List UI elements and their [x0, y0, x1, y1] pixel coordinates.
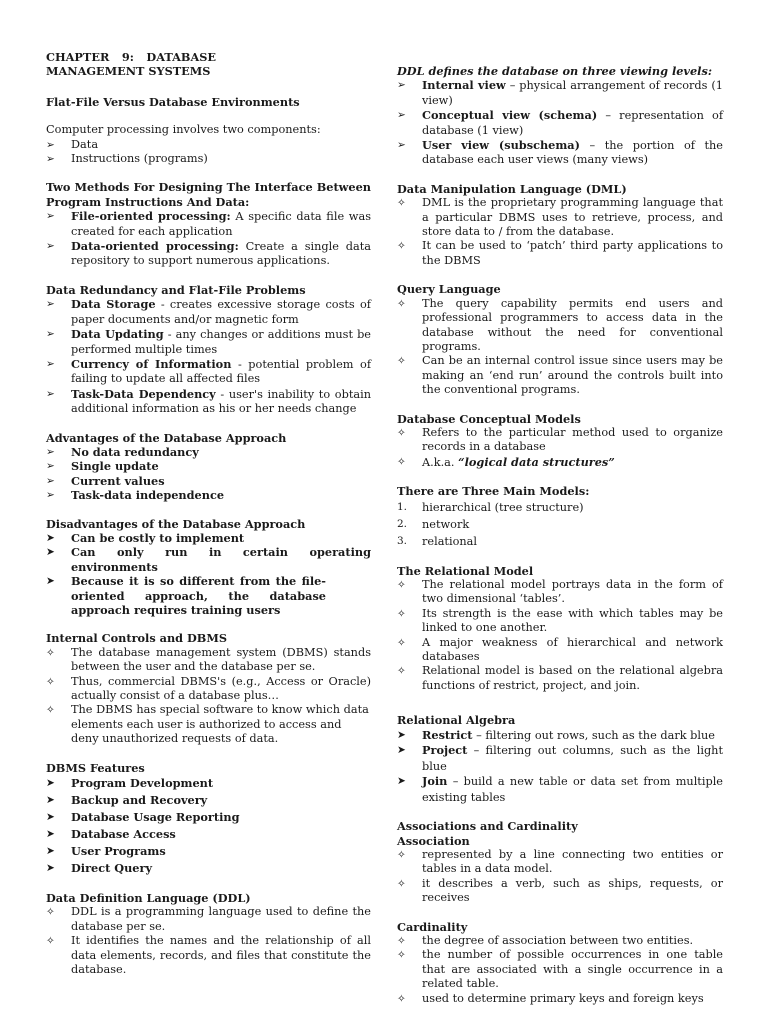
list-item: ➤ Restrict – filtering out rows, such as the dark blue [397, 727, 715, 742]
arrow-bullet-icon: ➢ [46, 474, 55, 487]
list-item: ➤ Direct Query [46, 861, 153, 876]
chapter-title: CHAPTER 9: DATABASE MANAGEMENT SYSTEMS [46, 50, 216, 79]
right-column [397, 64, 723, 1020]
arrow-bullet-icon: ➢ [46, 357, 55, 370]
disadvantages-heading: Disadvantages of the Database Approach [46, 516, 306, 531]
list-item: ➢ Task-Data Dependency - user's inability to obtain additional information as his or her needs change [46, 386, 371, 416]
dbms-features-heading: DBMS Features [46, 760, 145, 775]
list-item: ➤ Can be costly to implement [46, 530, 245, 545]
internal-controls-heading: Internal Controls and DBMS [46, 631, 228, 646]
arrow-bullet-icon: ➢ [46, 387, 55, 400]
ddl-section [46, 891, 371, 977]
list-item: ➢ Internal view – physical arrangement of records (1 view) [397, 78, 723, 107]
ddl-levels-section [397, 64, 723, 168]
advantages-heading: Advantages of the Database Approach [46, 430, 287, 445]
disadvantages-section [46, 517, 371, 618]
diamond-bullet-icon: ✧ [46, 646, 55, 659]
list-item: ✧ The database management system (DBMS) stands between the user and the database per se. [46, 645, 371, 674]
list-item: ✧ The DBMS has special software to know which data elements each user is authorized to access and deny unauthorized requests of data. [46, 703, 369, 746]
diamond-bullet-icon: ✧ [397, 877, 406, 890]
list-item: ✧ The relational model portrays data in the form of two dimensional ‘tables’. [397, 577, 723, 606]
list-item: ➤ Can only run in certain operating environments [46, 545, 371, 574]
list-item: ✧ Can be an internal control issue since users may be making an ‘end run’ around the controls built into the conventional programs. [397, 354, 723, 397]
arrow-bullet-icon: ➢ [397, 79, 406, 92]
dml-heading: Data Manipulation Language (DML) [397, 181, 627, 196]
arrowhead-bullet-icon: ➤ [397, 775, 406, 788]
relational-algebra-heading: Relational Algebra [397, 713, 516, 728]
query-language-heading: Query Language [397, 282, 501, 297]
two-methods-heading: Two Methods For Designing The Interface Between Program Instructions And Data: [46, 180, 371, 209]
dbms-features-section [46, 761, 371, 877]
list-item: ➢ Current values [46, 473, 165, 488]
diamond-bullet-icon: ✧ [46, 935, 55, 948]
arrow-bullet-icon: ➢ [46, 298, 55, 311]
diamond-bullet-icon: ✧ [397, 426, 406, 439]
diamond-bullet-icon: ✧ [397, 665, 406, 678]
list-item: ➢ Single update [46, 459, 159, 474]
cardinality-heading: Cardinality [397, 919, 468, 934]
list-item: ✧ the degree of association between two entities. [397, 933, 694, 947]
diamond-bullet-icon: ✧ [397, 240, 406, 253]
relational-model-heading: The Relational Model [397, 563, 534, 578]
list-item: ➤ Program Development [46, 776, 214, 791]
arrowhead-bullet-icon: ➤ [46, 575, 55, 588]
arrowhead-bullet-icon: ➤ [46, 862, 55, 875]
arrow-bullet-icon: ➢ [46, 460, 55, 473]
list-item: ✧ used to determine primary keys and foreign keys [397, 991, 704, 1005]
components-intro: Computer processing involves two components: [46, 123, 321, 137]
list-item: ➢ Data Updating - any changes or additions must be performed multiple times [46, 327, 371, 356]
associations-heading: Associations and Cardinality [397, 819, 578, 834]
list-item: ✧ the number of possible occurrences in one table that are associated with a single occurrence in a related table. [397, 948, 723, 991]
arrow-bullet-icon: ➢ [46, 328, 55, 341]
two-methods-section [46, 180, 371, 268]
diamond-bullet-icon: ✧ [397, 607, 406, 620]
arrow-bullet-icon: ➢ [46, 210, 55, 223]
list-item: 1. hierarchical (tree structure) [397, 500, 584, 514]
dml-section [397, 182, 723, 268]
list-item: ➢ Currency of Information - potential problem of failing to update all affected files [46, 356, 371, 386]
list-item: 3. relational [397, 534, 478, 548]
list-item: ➤ Project – filtering out columns, such as the light blue [397, 743, 723, 773]
redundancy-heading: Data Redundancy and Flat-File Problems [46, 282, 306, 297]
list-item: ➤ Backup and Recovery [46, 793, 208, 808]
list-item: ➢ No data redundancy [46, 444, 199, 459]
diamond-bullet-icon: ✧ [397, 197, 406, 210]
arrowhead-bullet-icon: ➤ [46, 531, 55, 544]
arrow-bullet-icon: ➢ [46, 240, 55, 253]
diamond-bullet-icon: ✧ [46, 704, 55, 717]
list-item: ➤ Database Usage Reporting [46, 810, 240, 825]
list-item: ✧ Its strength is the ease with which tables may be linked to one another. [397, 606, 723, 635]
three-models-heading: There are Three Main Models: [397, 484, 590, 499]
list-item: ✧ It can be used to ‘patch’ third party applications to the DBMS [397, 239, 723, 267]
associations-section [397, 819, 723, 905]
arrow-bullet-icon: ➢ [397, 139, 406, 152]
left-column [46, 50, 371, 992]
association-subheading: Association [397, 833, 470, 848]
list-item: ➢ File-oriented processing: A specific data file was created for each application [46, 209, 371, 238]
cardinality-section [397, 920, 723, 1006]
list-item: ✧ A major weakness of hierarchical and network databases [397, 635, 723, 663]
list-item: ➢ Data [46, 137, 99, 151]
arrowhead-bullet-icon: ➤ [397, 744, 406, 757]
ddl-levels-heading: DDL defines the database on three viewing levels: [397, 64, 712, 78]
conceptual-models-section [397, 412, 723, 471]
diamond-bullet-icon: ✧ [397, 636, 406, 649]
list-item: ➤ Because it is so different from the file-oriented approach, the database approach requires training users [46, 574, 326, 617]
arrow-bullet-icon: ➢ [46, 153, 55, 166]
three-models-section [397, 484, 723, 549]
arrowhead-bullet-icon: ➤ [397, 728, 406, 741]
diamond-bullet-icon: ✧ [397, 949, 406, 962]
arrow-bullet-icon: ➢ [46, 138, 55, 151]
list-item: ➤ User Programs [46, 844, 166, 859]
arrowhead-bullet-icon: ➤ [46, 828, 55, 841]
diamond-bullet-icon: ✧ [397, 992, 406, 1005]
diamond-bullet-icon: ✧ [397, 355, 406, 368]
list-item: ✧ it describes a verb, such as ships, requests, or receives [397, 876, 723, 905]
list-item: ➤ Database Access [46, 827, 176, 842]
arrowhead-bullet-icon: ➤ [46, 777, 55, 790]
list-item: ➢ Instructions (programs) [46, 152, 208, 166]
arrowhead-bullet-icon: ➤ [46, 794, 55, 807]
list-item: ➢ Data Storage - creates excessive storage costs of paper documents and/or magnetic form [46, 297, 371, 326]
flat-file-heading: Flat-File Versus Database Environments [46, 94, 300, 109]
redundancy-section [46, 283, 371, 417]
arrowhead-bullet-icon: ➤ [46, 845, 55, 858]
list-item: ➢ Task-data independence [46, 488, 225, 503]
arrowhead-bullet-icon: ➤ [46, 546, 55, 559]
diamond-bullet-icon: ✧ [397, 455, 406, 468]
relational-algebra-section [397, 713, 723, 805]
relational-model-section [397, 564, 723, 694]
conceptual-models-heading: Database Conceptual Models [397, 411, 581, 426]
list-item: ✧ The query capability permits end users and professional programmers to access data in the database without the need for conventional programs. [397, 296, 723, 353]
list-item: ➢ User view (subschema) – the portion of the database each user views (many views) [397, 138, 723, 167]
advantages-section [46, 431, 371, 503]
list-item: ➤ Join – build a new table or data set from multiple existing tables [397, 774, 723, 804]
list-item: ✧ A.k.a. “logical data structures” [397, 454, 615, 469]
list-item: ✧ represented by a line connecting two entities or tables in a data model. [397, 847, 723, 876]
list-item: 2. network [397, 517, 470, 531]
arrow-bullet-icon: ➢ [46, 445, 55, 458]
query-language-section [397, 282, 723, 397]
diamond-bullet-icon: ✧ [397, 297, 406, 310]
list-item: ✧ Relational model is based on the relational algebra functions of restrict, project, and join. [397, 664, 723, 692]
arrow-bullet-icon: ➢ [46, 489, 55, 502]
arrow-bullet-icon: ➢ [397, 109, 406, 122]
internal-controls-section [46, 631, 371, 746]
diamond-bullet-icon: ✧ [397, 934, 406, 947]
diamond-bullet-icon: ✧ [397, 578, 406, 591]
list-item: ➢ Conceptual view (schema) – representation of database (1 view) [397, 108, 724, 137]
diamond-bullet-icon: ✧ [46, 906, 55, 919]
list-item: ✧ Thus, commercial DBMS's (e.g., Access or Oracle) actually consist of a database plus… [46, 674, 371, 703]
list-item: ✧ Refers to the particular method used to organize records in a database [397, 425, 723, 454]
ddl-heading: Data Definition Language (DDL) [46, 891, 251, 906]
components-section [46, 123, 371, 166]
list-item: ➢ Data-oriented processing: Create a single data repository to support numerous applications. [46, 239, 371, 268]
list-item: ✧ DML is the proprietary programming language that a particular DBMS uses to retrieve, process, and store data to / from the database. [397, 196, 723, 239]
list-item: ✧ DDL is a programming language used to define the database per se. [46, 905, 371, 933]
diamond-bullet-icon: ✧ [46, 675, 55, 688]
diamond-bullet-icon: ✧ [397, 848, 406, 861]
list-item: ✧ It identifies the names and the relationship of all data elements, records, and files that constitute the database. [46, 934, 371, 977]
arrowhead-bullet-icon: ➤ [46, 811, 55, 824]
